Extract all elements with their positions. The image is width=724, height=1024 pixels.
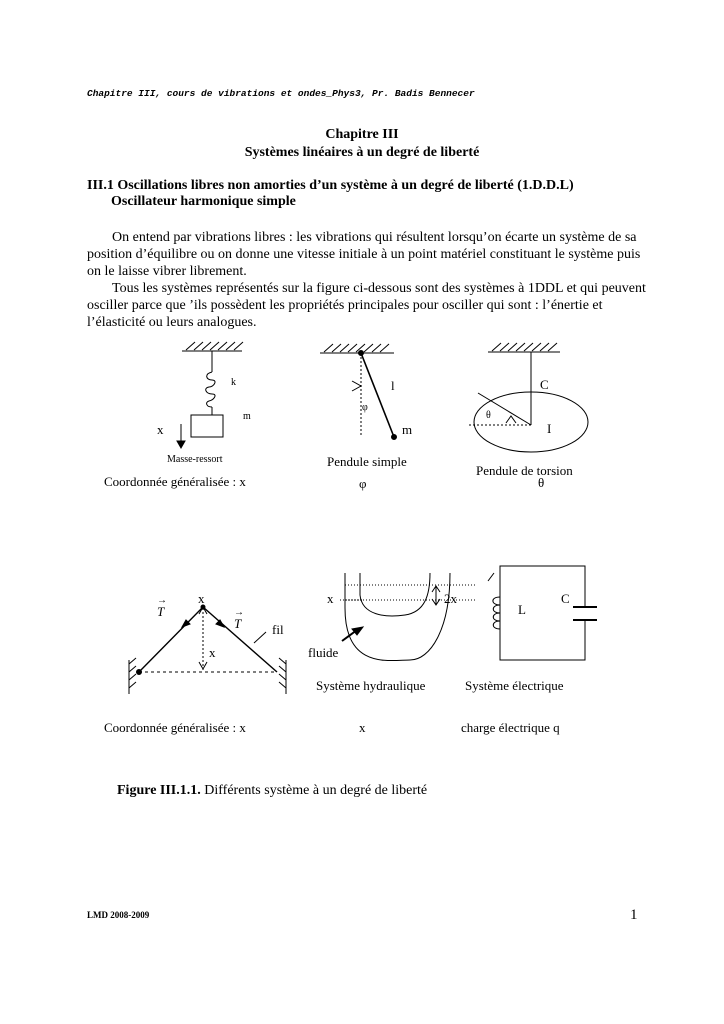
figure-caption bbox=[117, 783, 427, 799]
simple-pendulum-diagram bbox=[320, 344, 397, 440]
caption-number: Figure III.1.1. bbox=[117, 783, 201, 798]
paragraph-2: Tous les systèmes représentés sur la figure ci-dessous sont des systèmes à 1DDL et qui peuvent osciller parce que ’ils possèdent les propriétés principales pour osciller qui sont : l’énertie et l’élasticité ou leurs analogues. bbox=[87, 281, 646, 330]
caption-text: Différents système à un degré de liberté bbox=[200, 783, 428, 798]
tension-left-text: T bbox=[157, 604, 165, 619]
hydraulic-diagram bbox=[340, 573, 475, 661]
string-x-mid-label: x bbox=[209, 645, 216, 660]
pendulum-title: Pendule simple bbox=[327, 454, 407, 469]
section-heading: III.1 Oscillations libres non amorties d’un système à un degré de liberté (1.D.D.L) bbox=[87, 178, 574, 193]
electric-circuit-diagram bbox=[488, 566, 597, 660]
tension-right-text: T bbox=[234, 616, 242, 631]
spring-mass-diagram bbox=[177, 342, 243, 448]
row2-coord-q: charge électrique q bbox=[461, 720, 560, 735]
string-x-top-label: x bbox=[198, 591, 205, 606]
torsion-i-label: I bbox=[547, 421, 552, 436]
hydraulic-x-label: x bbox=[327, 591, 334, 606]
chapter-title: Chapitre III bbox=[325, 127, 399, 142]
electric-title: Système électrique bbox=[465, 678, 564, 693]
paragraph-1: On entend par vibrations libres : les vibrations qui résultent lorsqu’on écarte un système de sa position d’équilibre ou on donne une vitesse initiale à un point matériel constituant le système puis on le laisse vibrer librement. bbox=[87, 230, 641, 279]
page-number: 1 bbox=[630, 907, 638, 923]
spring-m-label: m bbox=[243, 411, 251, 422]
row1-coord-theta: θ bbox=[538, 475, 545, 490]
tension-right-label: → T bbox=[234, 607, 244, 631]
section-subheading: Oscillateur harmonique simple bbox=[111, 194, 296, 209]
torsion-theta-label: θ bbox=[486, 410, 491, 421]
spring-k-label: k bbox=[231, 377, 236, 388]
torsion-pendulum-diagram bbox=[469, 343, 588, 452]
row2-coord-label: Coordonnée généralisée : x bbox=[104, 720, 246, 735]
row1-coord-phi: φ bbox=[359, 476, 367, 491]
hydraulic-fluid-label: fluide bbox=[308, 645, 339, 660]
torsion-c-label: C bbox=[540, 377, 549, 392]
chapter-subtitle: Systèmes linéaires à un degré de liberté bbox=[244, 145, 480, 160]
pendulum-m-label: m bbox=[402, 422, 413, 437]
pendulum-l-label: l bbox=[391, 378, 395, 393]
hydraulic-title: Système hydraulique bbox=[316, 678, 426, 693]
row1-coord-label: Coordonnée généralisée : x bbox=[104, 474, 246, 489]
row2-coord-x: x bbox=[359, 720, 366, 735]
page-header: Chapitre III, cours de vibrations et ondes_Phys3, Pr. Badis Bennecer bbox=[87, 88, 475, 99]
electric-l-label: L bbox=[518, 602, 526, 617]
hydraulic-2x-label: 2x bbox=[444, 591, 457, 606]
electric-c-label: C bbox=[561, 591, 570, 606]
string-fil-label: fil bbox=[272, 622, 284, 637]
tension-left-label: → T bbox=[157, 595, 167, 619]
spring-x-label: x bbox=[157, 422, 164, 437]
pendulum-phi-label: φ bbox=[362, 402, 368, 413]
spring-title: Masse-ressort bbox=[167, 454, 223, 465]
footer-year: LMD 2008-2009 bbox=[87, 910, 150, 920]
string-diagram bbox=[129, 595, 286, 694]
torsion-title: Pendule de torsion bbox=[476, 463, 573, 478]
